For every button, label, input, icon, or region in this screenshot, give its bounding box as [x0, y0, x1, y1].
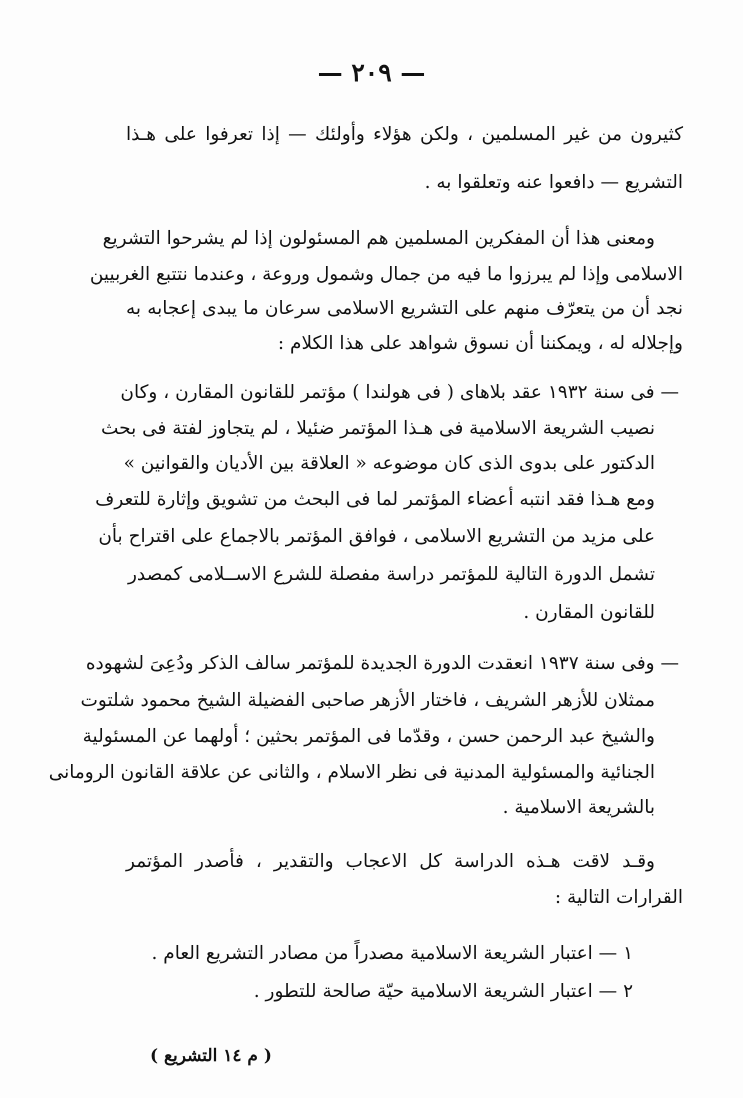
paragraph-3-line-6: تشمل الدورة التالية للمؤتمر دراسة مفصلة للشرع الاســلامى كمصدر [128, 564, 655, 585]
paragraph-4-line-5: بالشريعة الاسلامية . [502, 797, 655, 818]
signature-footer: ( م ١٤ التشريع ) [150, 1046, 272, 1066]
paragraph-2-line-2: الاسلامى وإذا لم يبرزوا ما فيه من جمال وشمول وروعة ، وعندما نتتبع الغربيين [89, 264, 683, 285]
paragraph-4-line-1: — وفى سنة ١٩٣٧ انعقدت الدورة الجديدة للمؤتمر سالف الذكر ودُعِىَ لشهوده [85, 653, 679, 674]
paragraph-4-line-2: ممثلان للأزهر الشريف ، فاختار الأزهر صاحبى الفضيلة الشيخ محمود شلتوت [80, 690, 655, 711]
paragraph-3-line-2: نصيب الشريعة الاسلامية فى هـذا المؤتمر ضئيلا ، لم يتجاوز لفتة فى بحث [100, 418, 655, 439]
paragraph-3-line-7: للقانون المقارن . [523, 602, 655, 623]
paragraph-5-line-2: القرارات التالية : [554, 887, 683, 908]
paragraph-2-line-4: وإجلاله له ، ويمكننا أن نسوق شواهد على هذا الكلام : [277, 333, 683, 354]
page-number: — ٢٠٩ — [317, 58, 426, 87]
paragraph-5-line-1: وقـد لاقت هـذه الدراسة كل الاعجاب والتقدير ، فأصدر المؤتمر [126, 851, 655, 872]
decision-item-1: ١ — اعتبار الشريعة الاسلامية مصدراً من مصادر التشريع العام . [151, 943, 633, 964]
decision-item-2: ٢ — اعتبار الشريعة الاسلامية حيّة صالحة للتطور . [253, 981, 633, 1002]
paragraph-3-line-3: الدكتور على بدوى الذى كان موضوعه « العلاقة بين الأديان والقوانين » [123, 453, 655, 474]
paragraph-1-line-1: كثيرون من غير المسلمين ، ولكن هؤلاء وأولئك — إذا تعرفوا على هـذا [126, 124, 683, 145]
paragraph-4-line-3: والشيخ عبد الرحمن حسن ، وقدّما فى المؤتمر بحثين ؛ أولهما عن المسئولية [82, 726, 655, 747]
paragraph-2-line-3: نجد أن من يتعرّف منهم على التشريع الاسلامى سرعان ما يبدى إعجابه به [126, 298, 683, 319]
paragraph-3-line-4: ومع هـذا فقد انتبه أعضاء المؤتمر لما فى البحث من تشويق وإثارة للتعرف [95, 489, 655, 510]
paragraph-1-line-2: التشريع — دافعوا عنه وتعلقوا به . [424, 172, 683, 193]
paragraph-2-line-1: ومعنى هذا أن المفكرين المسلمين هم المسئولون إذا لم يشرحوا التشريع [102, 228, 655, 249]
paragraph-3-line-5: على مزيد من التشريع الاسلامى ، فوافق المؤتمر بالاجماع على اقتراح بأن [98, 526, 655, 547]
paragraph-4-line-4: الجنائية والمسئولية المدنية فى نظر الاسلام ، والثانى عن علاقة القانون الرومانى [48, 762, 655, 783]
paragraph-3-line-1: — فى سنة ١٩٣٢ عقد بلاهاى ( فى هولندا ) مؤتمر للقانون المقارن ، وكان [120, 382, 679, 403]
